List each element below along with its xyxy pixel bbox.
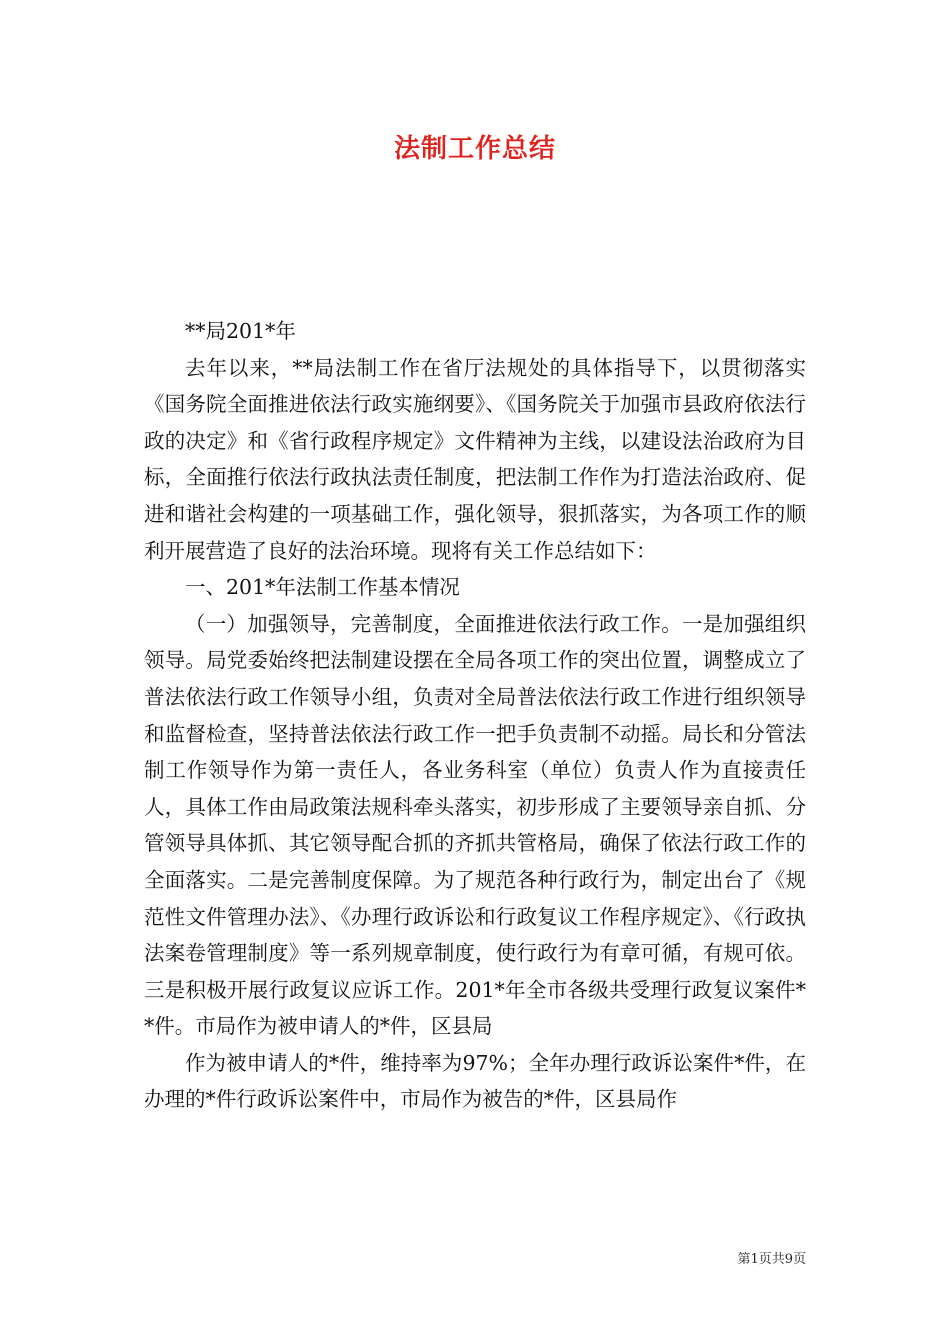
document-title: 法制工作总结	[393, 134, 556, 164]
paragraph-unit-year: **局201*年	[185, 319, 296, 343]
document-body	[144, 313, 806, 1118]
paragraph-leadership: （一）加强领导，完善制度，全面推进依法行政工作。一是加强组织领导。局党委始终把法制建设摆在全局各项工作的突出位置，调整成立了普法依法行政工作领导小组，负责对全局普法依法行政工作进行组织领导和监督检查，坚持普法依法行政工作一把手负责制不动摇。局长和分管法制工作领导作为第一责任人，各业务科室（单位）负责人作为直接责任人，具体工作由局政策法规科牵头落实，初步形成了主要领导亲自抓、分管领导具体抓、其它领导配合抓的齐抓共管格局，确保了依法行政工作的全面落实。二是完善制度保障。为了规范各种行政行为，制定出台了《规范性文件管理办法》、《办理行政诉讼和行政复议工作程序规定》、《行政执法案卷管理制度》等一系列规章制度，使行政行为有章可循，有规可依。三是积极开展行政复议应诉工作。201*年全市各级共受理行政复议案件**件。市局作为被申请人的*件，区县局	[144, 611, 806, 1039]
section-heading: 一、201*年法制工作基本情况	[185, 575, 460, 600]
paragraph-continuation: 作为被申请人的*件，维持率为97%；全年办理行政诉讼案件*件，在办理的*件行政诉讼案件中，市局作为被告的*件，区县局作	[144, 1050, 806, 1112]
page-number: 第1页共9页	[737, 1252, 806, 1267]
paragraph-intro: 去年以来，**局法制工作在省厅法规处的具体指导下，以贯彻落实《国务院全面推进依法行政实施纲要》、《国务院关于加强市县政府依法行政的决定》和《省行政程序规定》文件精神为主线，以建设法治政府为目标，全面推行依法行政执法责任制度，把法制工作作为打造法治政府、促进和谐社会构建的一项基础工作，强化领导，狠抓落实，为各项工作的顺利开展营造了良好的法治环境。现将有关工作总结如下：	[144, 355, 806, 563]
